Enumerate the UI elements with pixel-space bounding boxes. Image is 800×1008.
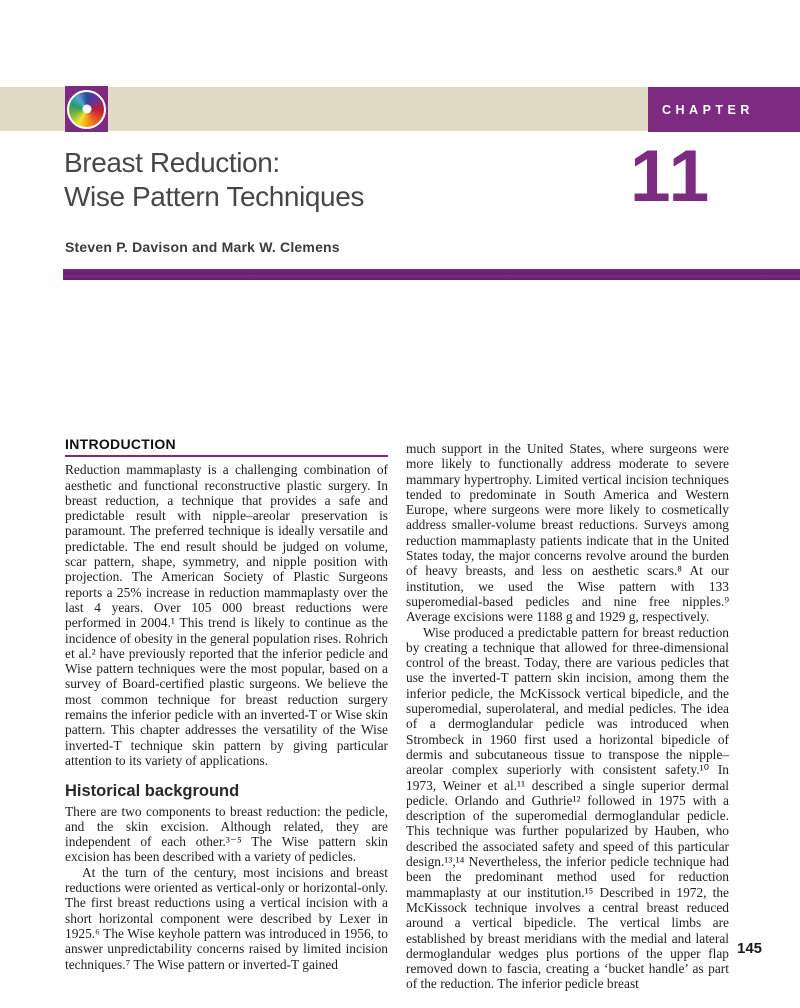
- introduction-paragraph: Reduction mammaplasty is a challenging combination of aesthetic and functional reconstructive plastic surgery. In breast reduction, a technique that provides a safe and predictable result with nipple–areolar preservation is paramount. The preferred technique is ideally versatile and predictable. The end result should be judged on volume, scar pattern, shape, symmetry, and nipple position with projection. The American Society of Plastic Surgeons reports a 25% increase in reduction mammaplasty over the last 4 years. Over 105 000 breast reductions were performed in 2004.¹ This trend is likely to continue as the incidence of obesity in the general population rises. Rohrich et al.² have previously reported that the inferior pedicle and Wise pattern techniques were the most popular, based on a survey of Board-certified plastic surgeons. We believe the most common technique for breast reduction surgery remains the inferior pedicle with an inverted-T or Wise skin pattern. This chapter addresses the versatility of the Wise inverted-T technique skin pattern by giving particular attention to its variety of applications.: [65, 462, 388, 768]
- left-column: [65, 437, 388, 972]
- right-column: [406, 441, 729, 992]
- chapter-number: 11: [630, 136, 712, 217]
- publisher-logo: [65, 86, 108, 132]
- chapter-title-line1: Breast Reduction:: [64, 147, 280, 178]
- authors-line: Steven P. Davison and Mark W. Clemens: [65, 239, 340, 255]
- right-column-paragraph-2: Wise produced a predictable pattern for breast reduction by creating a technique that allowed for three-dimensional control of the breast. Today, there are various pedicles that use the inverted-T pattern skin incision, among them the inferior pedicle, the McKissock vertical bipedicle, and the superomedial, superolateral, and medial pedicles. The idea of a dermoglandular pedicle was introduced when Strombeck in 1960 first used a horizontal bipedicle of dermis and subcutaneous tissue to transpose the nipple–areolar complex superiorly with consistent safety.¹⁰ In 1973, Weiner et al.¹¹ described a single superior dermal pedicle. Orlando and Guthrie¹² followed in 1975 with a description of the superomedial dermoglandular pedicle. This technique was further popularized by Hauben, who described the associated safety and speed of this particular design.¹³,¹⁴ Nevertheless, the inferior pedicle technique had been the predominant method used for reduction mammaplasty at our institution.¹⁵ Described in 1972, the McKissock technique involves a central breast reduced around a vertical bipedicle. The vertical limbs are established by breast meridians with the medial and lateral dermoglandular wedges plus portions of the upper flap removed down to fascia, creating a ‘bucket handle’ as part of the reduction. The inferior pedicle breast: [406, 624, 729, 992]
- chapter-label: CHAPTER: [662, 102, 754, 117]
- right-column-paragraph-1: much support in the United States, where surgeons were more likely to functionally address moderate to severe mammary hypertrophy. Limited vertical incision techniques tended to predominate in South America and Western Europe, where surgeons were more likely to cosmetically address smaller-volume breast reductions. Surveys among reduction mammaplasty patients indicate that in the United States today, the major concerns revolve around the burden of heavy breasts, and less on aesthetic scars.⁸ At our institution, we used the Wise pattern with 133 superomedial-based pedicles and nine free nipples.⁹ Average excisions were 1188 g and 1929 g, respectively.: [406, 441, 729, 625]
- title-divider-rule: [63, 269, 800, 280]
- color-wheel-logo-icon: [67, 90, 106, 129]
- page-number: 145: [737, 940, 763, 957]
- historical-background-heading: Historical background: [65, 782, 240, 801]
- introduction-heading: INTRODUCTION: [65, 437, 388, 457]
- historical-paragraph-1: There are two components to breast reduction: the pedicle, and the skin excision. Although related, they are independent of each other.³⁻⁵ The Wise pattern skin excision has been described with a variety of pedicles.: [65, 803, 388, 865]
- chapter-title-line2: Wise Pattern Techniques: [64, 181, 365, 212]
- chapter-title: [64, 146, 364, 214]
- historical-paragraph-2: At the turn of the century, most incisions and breast reductions were oriented as vertical-only or horizontal-only. The first breast reductions using a vertical incision with a short horizontal component were described by Lexer in 1925.⁶ The Wise keyhole pattern was introduced in 1956, to answer unpredictability concerns raised by limited incision techniques.⁷ The Wise pattern or inverted-T gained: [65, 864, 388, 972]
- chapter-label-box: [648, 87, 800, 132]
